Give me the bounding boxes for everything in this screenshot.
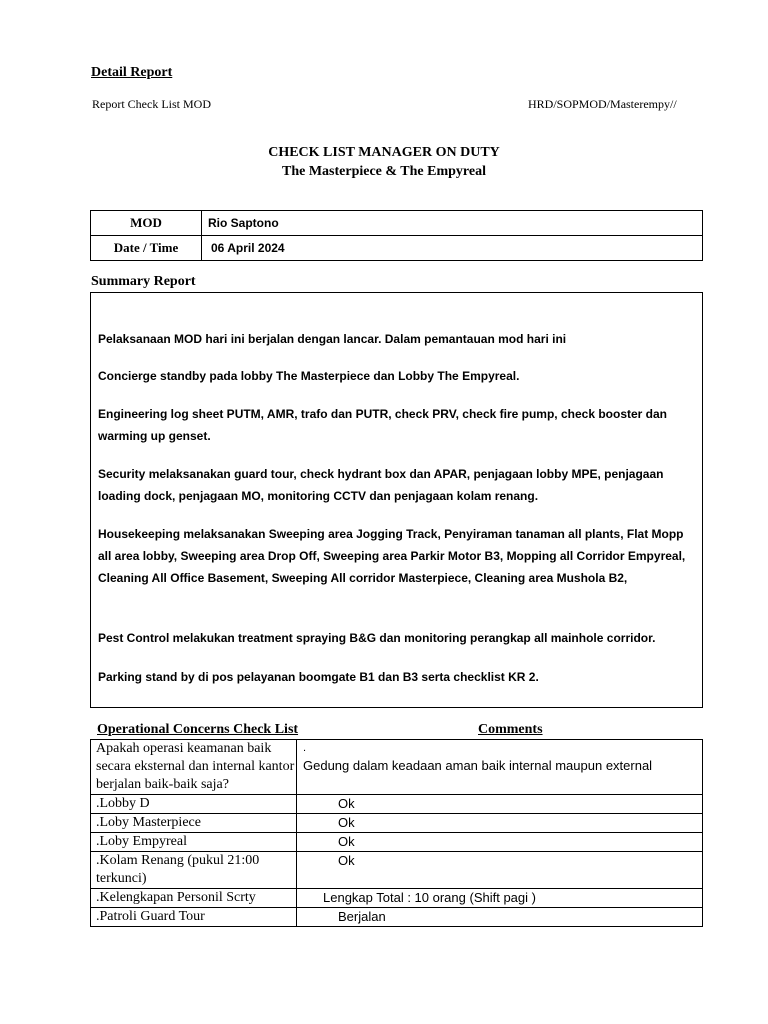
report-code: HRD/SOPMOD/Masterempy// [528,97,677,111]
report-name: Report Check List MOD [92,97,211,111]
table-row [91,740,703,795]
ops-heading: Operational Concerns Check List [97,722,299,737]
ops-comment: Ok [297,795,703,814]
ops-checklist-table [90,739,703,927]
table-row [91,852,703,889]
ops-question: .Loby Masterpiece [91,814,297,833]
date-row [91,236,703,261]
comments-heading: Comments [478,722,543,737]
mod-label: MOD [91,211,202,236]
title-line-1: CHECK LIST MANAGER ON DUTY [268,145,500,160]
ops-question: .Kelengkapan Personil Scrty [91,889,297,908]
ops-comment: Ok [297,852,703,889]
table-row [91,889,703,908]
ops-comment: Ok [297,833,703,852]
date-label: Date / Time [91,236,202,261]
ops-question: .Kolam Renang (pukul 21:00 terkunci) [91,852,297,889]
ops-question: .Loby Empyreal [91,833,297,852]
mod-info-table [90,210,703,261]
ops-question: .Patroli Guard Tour [91,908,297,927]
summary-paragraph: Parking stand by di pos pelayanan boomgate B1 dan B3 serta checklist KR 2. [98,670,539,684]
ops-comment-cell [297,740,703,795]
summary-paragraph: Housekeeping melaksanakan Sweeping area Jogging Track, Penyiraman tanaman all plants, Flat Mopp all area lobby, Sweeping area Drop Off, Sweeping area Parkir Motor B3, Mopping all Corridor Empyreal, Cleaning All Office Basement, Sweeping All corridor Masterpiece, Cleaning area Mushola B2, [98,527,686,585]
table-row [91,833,703,852]
ops-comment: Ok [297,814,703,833]
summary-title: Summary Report [91,274,196,289]
detail-report-title: Detail Report [91,65,173,80]
comment-mark: . [303,742,307,754]
table-row [91,908,703,927]
table-row [91,814,703,833]
ops-question: Apakah operasi keamanan baik secara eksternal dan internal kantor berjalan baik-baik saja? [91,740,297,795]
table-row [91,795,703,814]
mod-value: Rio Saptono [202,211,703,236]
ops-comment: Berjalan [297,908,703,927]
summary-box [90,292,703,708]
mod-row [91,211,703,236]
document-title [0,143,768,181]
summary-paragraph: Pelaksanaan MOD hari ini berjalan dengan lancar. Dalam pemantauan mod hari ini [98,332,567,346]
date-value: 06 April 2024 [202,236,703,261]
summary-paragraph: Engineering log sheet PUTM, AMR, trafo dan PUTR, check PRV, check fire pump, check booster dan warming up genset. [98,407,668,443]
ops-comment: Gedung dalam keadaan aman baik internal maupun external [303,758,653,773]
summary-paragraph: Security melaksanakan guard tour, check hydrant box dan APAR, penjagaan lobby MPE, penjagaan loading dock, penjagaan MO, monitoring CCTV dan penjagaan kolam renang. [98,467,664,503]
title-line-2: The Masterpiece & The Empyreal [281,164,486,179]
summary-paragraph: Concierge standby pada lobby The Masterpiece dan Lobby The Empyreal. [98,369,520,383]
ops-question: .Lobby D [91,795,297,814]
summary-paragraph: Pest Control melakukan treatment spraying B&G dan monitoring perangkap all mainhole corridor. [98,631,656,645]
ops-comment: Lengkap Total : 10 orang (Shift pagi ) [297,889,703,908]
